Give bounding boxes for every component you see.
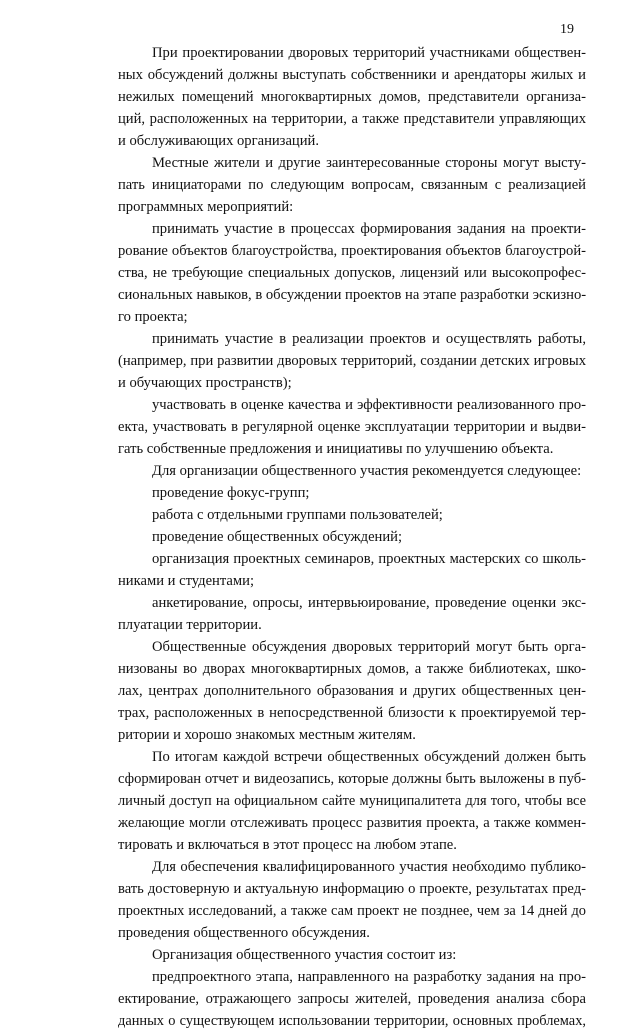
text-line: низованы во дворах многоквартирных домов, а также библиотеках, шко- bbox=[118, 661, 586, 677]
text-line: желающие могли отслеживать процесс развития проекта, а также коммен- bbox=[118, 815, 586, 831]
text-line: Организация общественного участия состоит из: bbox=[152, 947, 457, 963]
text-line: сиональных навыков, в обсуждении проектов на этапе разработки эскизно- bbox=[118, 287, 587, 303]
text-line: го проекта; bbox=[118, 309, 188, 325]
text-line: предпроектного этапа, направленного на разработку задания на про- bbox=[152, 969, 586, 985]
text-line: данных о существующем использовании территории, основных проблемах, bbox=[118, 1013, 586, 1029]
text-line: лах, центрах дополнительного образования и других общественных цен- bbox=[118, 683, 586, 699]
text-line: Для организации общественного участия рекомендуется следующее: bbox=[152, 463, 582, 479]
text-line: По итогам каждой встречи общественных обсуждений должен быть bbox=[152, 749, 586, 765]
page-body-text bbox=[118, 42, 586, 1032]
text-line: пать инициаторами по следующим вопросам, связанным с реализацией bbox=[118, 177, 586, 193]
text-line: проведение фокус-групп; bbox=[152, 485, 310, 501]
text-line: и обслуживающих организаций. bbox=[118, 133, 320, 149]
text-line: проектных исследований, а также сам проект не позднее, чем за 14 дней до bbox=[118, 903, 586, 919]
text-line: принимать участие в процессах формирования задания на проекти- bbox=[152, 221, 586, 237]
text-line: никами и студентами; bbox=[118, 573, 255, 589]
text-line: Общественные обсуждения дворовых территорий могут быть орга- bbox=[152, 639, 586, 655]
text-line: Местные жители и другие заинтересованные стороны могут высту- bbox=[152, 155, 586, 171]
text-line: организация проектных семинаров, проектных мастерских со школь- bbox=[152, 551, 586, 567]
text-line: плуатации территории. bbox=[118, 617, 262, 633]
text-line: проведения общественного обсуждения. bbox=[118, 925, 370, 941]
text-line: работа с отдельными группами пользователей; bbox=[152, 507, 443, 523]
text-line: тировать и включаться в этот процесс на любом этапе. bbox=[118, 837, 457, 853]
text-line: проведение общественных обсуждений; bbox=[152, 529, 403, 545]
text-line: При проектировании дворовых территорий участниками обществен- bbox=[152, 45, 586, 61]
text-line: ций, расположенных на территории, а также представители управляющих bbox=[118, 111, 586, 127]
text-line: гать собственные предложения и инициативы по улучшению объекта. bbox=[118, 441, 554, 457]
text-line: принимать участие в реализации проектов и осуществлять работы, bbox=[152, 331, 586, 347]
text-line: (например, при развитии дворовых территорий, создании детских игровых bbox=[118, 353, 586, 369]
text-line: ритории и хорошо знакомых местным жителям. bbox=[118, 727, 416, 743]
text-line: трах, расположенных в непосредственной близости к проектируемой тер- bbox=[118, 705, 586, 721]
text-line: и обучающих пространств); bbox=[118, 375, 292, 391]
text-line: вать достоверную и актуальную информацию о проекте, результатах пред- bbox=[118, 881, 586, 897]
text-line: Для обеспечения квалифицированного участия необходимо публико- bbox=[152, 859, 586, 875]
text-line: рование объектов благоустройства, проектирования объектов благоустрой- bbox=[118, 243, 586, 259]
text-line: ства, не требующие специальных допусков, лицензий или высокопрофес- bbox=[118, 265, 586, 281]
text-line: нежилых помещений многоквартирных домов, представители организа- bbox=[118, 89, 586, 105]
text-line: участвовать в оценке качества и эффективности реализованного про- bbox=[152, 397, 586, 413]
text-line: программных мероприятий: bbox=[118, 199, 294, 215]
page-number: 19 bbox=[560, 22, 574, 37]
text-line: ных обсуждений должны выступать собственники и арендаторы жилых и bbox=[118, 67, 586, 83]
text-line: екта, участвовать в регулярной оценке эксплуатации территории и выдви- bbox=[118, 419, 586, 435]
text-line: анкетирование, опросы, интервьюирование, проведение оценки экс- bbox=[152, 595, 586, 611]
text-line: личный доступ на официальном сайте муниципалитета для того, чтобы все bbox=[118, 793, 586, 809]
text-line: ектирование, отражающего запросы жителей, проведения анализа сбора bbox=[118, 991, 586, 1007]
text-line: сформирован отчет и видеозапись, которые должны быть выложены в пуб- bbox=[118, 771, 586, 787]
